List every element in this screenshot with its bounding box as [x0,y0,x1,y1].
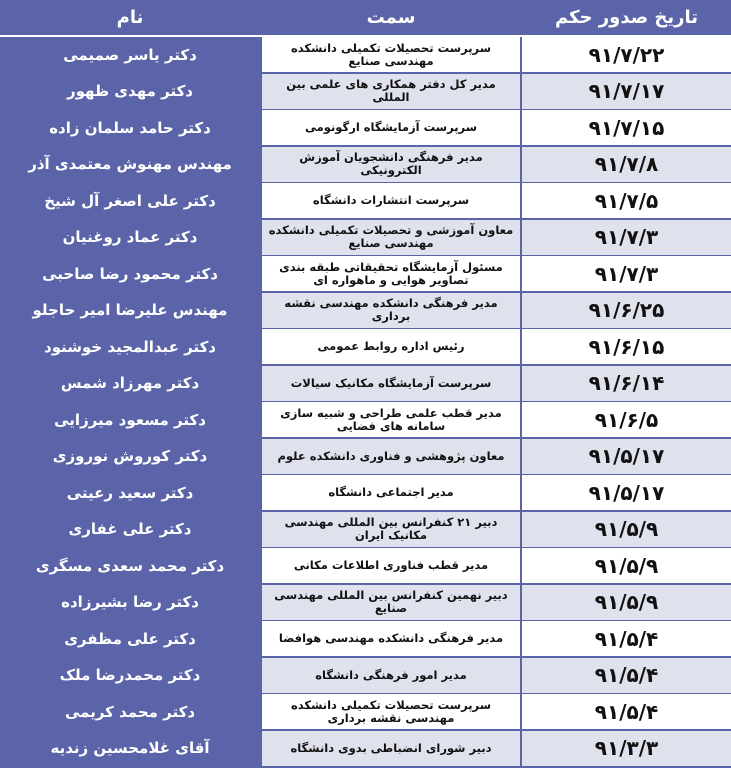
table-row [0,110,731,147]
position-cell: معاون پژوهشی و فناوری دانشکده علوم [262,439,520,474]
name-cell: دکتر علی اصغر آل شیخ [0,183,260,218]
date-cell: ۹۱/۶/۲۵ [522,293,731,328]
name-cell: دکتر مسعود میرزایی [0,402,260,437]
name-cell: دکتر محمد کریمی [0,694,260,729]
position-cell: مدیر فرهنگی دانشکده مهندسی هوافضا [262,621,520,656]
name-cell: مهندس علیرضا امیر حاجلو [0,293,260,328]
position-cell: مدیر قطب فناوری اطلاعات مکانی [262,548,520,583]
table-row [0,183,731,220]
header-date: تاریخ صدور حکم [554,7,699,28]
table-row [0,548,731,585]
date-cell: ۹۱/۵/۴ [522,694,731,729]
table-row [0,694,731,731]
table-row [0,366,731,403]
date-cell: ۹۱/۷/۳ [522,256,731,291]
date-cell: ۹۱/۵/۱۷ [522,475,731,510]
position-cell: سرپرست انتشارات دانشگاه [262,183,520,218]
date-cell: ۹۱/۵/۴ [522,658,731,693]
name-cell: دکتر علی غفاری [0,512,260,547]
date-cell: ۹۱/۳/۳ [522,731,731,766]
name-cell: دکتر کوروش نوروزی [0,439,260,474]
position-cell: رئیس اداره روابط عمومی [262,329,520,364]
table-header [0,0,731,37]
table-row [0,585,731,622]
name-cell: دکتر محمدرضا ملک [0,658,260,693]
table-row [0,512,731,549]
position-cell: دبیر ۲۱ کنفرانس بین المللی مهندسی مکانیک ایران [262,512,520,547]
table-row [0,439,731,476]
name-cell: دکتر علی مظفری [0,621,260,656]
name-cell: مهندس مهنوش معتمدی آذر [0,147,260,182]
name-cell: آقای غلامحسین زندیه [0,731,260,766]
position-cell: سرپرست آزمایشگاه ارگونومی [262,110,520,145]
table-row [0,658,731,695]
name-cell: دکتر مهرزاد شمس [0,366,260,401]
date-cell: ۹۱/۵/۹ [522,512,731,547]
name-cell: دکتر محمد سعدی مسگری [0,548,260,583]
position-cell: سرپرست تحصیلات تکمیلی دانشکده مهندسی صنایع [262,37,520,72]
name-cell: دکتر محمود رضا صاحبی [0,256,260,291]
position-cell: سرپرست آزمایشگاه مکانیک سیالات [262,366,520,401]
position-cell: مدیر کل دفتر همکاری های علمی بین المللی [262,74,520,109]
date-cell: ۹۱/۶/۱۴ [522,366,731,401]
table-row [0,731,731,768]
table-row [0,621,731,658]
name-cell: دکتر حامد سلمان زاده [0,110,260,145]
position-cell: مدیر فرهنگی دانشکده مهندسی نقشه برداری [262,293,520,328]
table-body [0,37,731,767]
date-cell: ۹۱/۷/۸ [522,147,731,182]
position-cell: سرپرست تحصیلات تکمیلی دانشکده مهندسی نقشه برداری [262,694,520,729]
name-cell: دکتر عماد روغنیان [0,220,260,255]
position-cell: مدیر امور فرهنگی دانشگاه [262,658,520,693]
table-row [0,329,731,366]
table-row [0,293,731,330]
name-cell: دکتر رضا بشیرزاده [0,585,260,620]
date-cell: ۹۱/۷/۵ [522,183,731,218]
position-cell: معاون آموزشی و تحصیلات تکمیلی دانشکده مهندسی صنایع [262,220,520,255]
name-cell: دکتر سعید رعیتی [0,475,260,510]
position-cell: مدیر قطب علمی طراحی و شبیه سازی سامانه های فضایی [262,402,520,437]
name-cell: دکتر عبدالمجید خوشنود [0,329,260,364]
header-name: نام [116,7,144,28]
position-cell: مسئول آزمایشگاه تحقیقاتی طبقه بندی تصاویر هوایی و ماهواره ای [262,256,520,291]
name-cell: دکتر یاسر صمیمی [0,37,260,72]
header-position: سمت [366,7,416,28]
name-cell: دکتر مهدی ظهور [0,74,260,109]
table-row [0,402,731,439]
date-cell: ۹۱/۵/۱۷ [522,439,731,474]
date-cell: ۹۱/۶/۱۵ [522,329,731,364]
table-row [0,220,731,257]
date-cell: ۹۱/۶/۵ [522,402,731,437]
date-cell: ۹۱/۷/۲۲ [522,37,731,72]
table-row [0,37,731,74]
table-row [0,256,731,293]
date-cell: ۹۱/۵/۹ [522,585,731,620]
table-row [0,147,731,184]
table-row [0,475,731,512]
position-cell: مدیر اجتماعی دانشگاه [262,475,520,510]
date-cell: ۹۱/۵/۴ [522,621,731,656]
table-row [0,74,731,111]
position-cell: دبیر شورای انضباطی بدوی دانشگاه [262,731,520,766]
date-cell: ۹۱/۷/۱۵ [522,110,731,145]
date-cell: ۹۱/۵/۹ [522,548,731,583]
date-cell: ۹۱/۷/۳ [522,220,731,255]
position-cell: مدیر فرهنگی دانشجویان آموزش الکترونیکی [262,147,520,182]
position-cell: دبیر نهمین کنفرانس بین المللی مهندسی صنایع [262,585,520,620]
date-cell: ۹۱/۷/۱۷ [522,74,731,109]
